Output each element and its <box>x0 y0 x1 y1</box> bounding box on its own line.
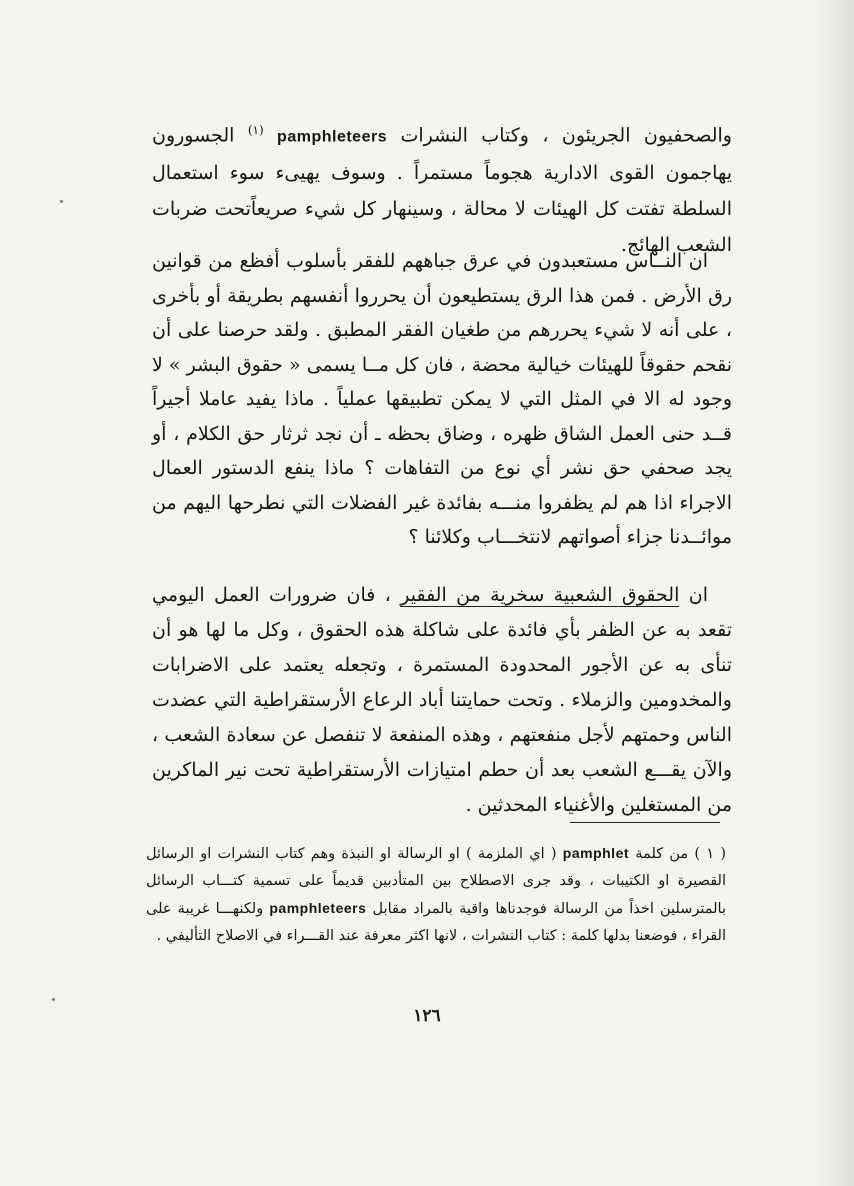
paragraph-2-text: ان النــاس مستعبدون في عرق جباههم للفقر بأسلوب أفظع من قوانين رق الأرض . فمن هذا الرق يستطيعون أن يحرروا أنفسهم بطريقة أو بأخرى ، على أنه لا شيء يحررهم من طغيان الفقر المطبق . ولقد حرصنا على أن نقحم حقوقاً للهيئات خيالية محضة ، فان كل مــا يسمى « حقوق البشر » لا وجود له الا في المثل التي لا يمكن تطبيقها عملياً . ماذا يفيد عاملا أجيراً قــد حنى العمل الشاق ظهره ، وضاق بحظه ـ أن نجد ثرثار حق الكلام ، أو يجد صحفي حق نشر أي نوع من التفاهات ؟ ماذا ينفع الدستور العمال الاجراء اذا هم لم يظفروا منـــه بفائدة غير الفضلات التي نطرحها اليهم من موائــدنا جزاء أصواتهم لانتخـــاب وكلائنا ؟ <box>152 250 732 548</box>
footnote-separator <box>570 822 720 823</box>
page-number: ١٢٦ <box>413 1006 441 1026</box>
paragraph-1-line-end: الجسورون <box>152 124 235 147</box>
footnote <box>146 840 726 950</box>
paragraph-3 <box>152 578 732 823</box>
footnote-reference: (١) <box>247 123 264 137</box>
paragraph-3-start: ان <box>688 584 708 606</box>
paragraph-2 <box>152 244 732 555</box>
scan-speck <box>60 200 63 203</box>
scan-speck <box>52 998 55 1001</box>
latin-term-pamphleteers: pamphleteers <box>277 128 388 146</box>
footnote-part-3: ولكنهـــا غريبة على القراء ، فوضعنا بدلها كلمة : كتاب النشرات ، لانها اكثر معرفة عند القـــراء في الاصلاح التأليفي . <box>146 901 726 944</box>
latin-term-pamphleteers-footnote: pamphleteers <box>269 900 367 916</box>
footnote-part-2: ( اي الملزمة ) او الرسالة او النبذة وهم كتاب النشرات او الرسائل القصيرة او الكتيبات ، وقد جرى الاصطلاح بين المتأدبين قديماً على تسمية كتـــاب الرسائل بالمترسلين اخذاً من الرسالة فوجدناها واقية بالمراد مقابل <box>146 846 726 917</box>
footnote-part-1: ( ١ ) من كلمة <box>635 846 727 862</box>
paragraph-1 <box>152 112 732 263</box>
paragraph-3-text: ، فان ضرورات العمل اليومي تقعد به عن الظفر بأي فائدة على شاكلة هذه الحقوق ، وكل ما لها هو أن تنأى به عن الأجور المحدودة المستمرة ، وتجعله يعتمد على الاضرابات والمخدومين والزملاء . وتحت حمايتنا أباد الرعاع الأرستقراطية التي عضدت الناس وحمتهم لأجل منفعتهم ، وهذه المنفعة لا تنفصل عن سعادة الشعب ، والآن يقـــع الشعب بعد أن حطم امتيازات الأرستقراطية تحت نير الماكرين من المستغلين والأغنياء المحدثين . <box>152 584 732 816</box>
paragraph-1-rest: يهاجمون القوى الادارية هجوماً مستمراً . وسوف يهيىء سوء استعمال السلطة تفتت كل الهيئات لا محالة ، وسينهار كل شيء صريعاًتحت ضربات الشعب الهائج. <box>152 162 732 257</box>
latin-term-pamphlet: pamphlet <box>562 845 630 861</box>
underlined-phrase: الحقوق الشعبية سخرية من الفقير <box>400 584 680 606</box>
paragraph-1-line-start: والصحفيون الجريئون ، وكتاب النشرات <box>400 124 732 147</box>
